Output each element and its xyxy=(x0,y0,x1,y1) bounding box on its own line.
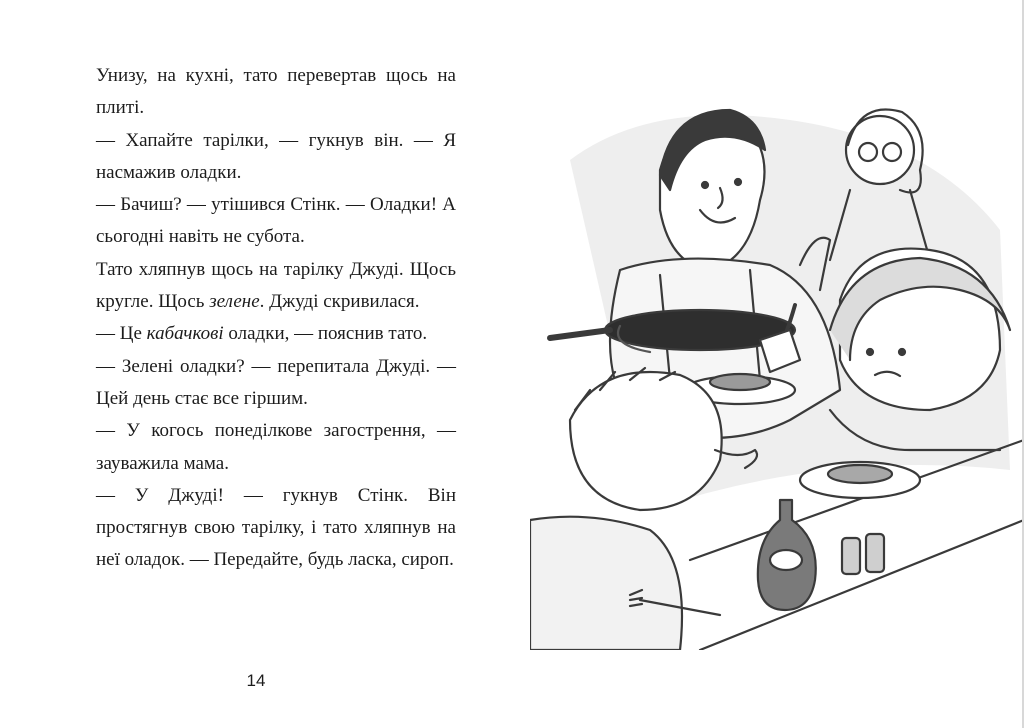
paragraph xyxy=(96,415,456,480)
italic-text: зелене xyxy=(209,291,260,313)
text-segment: — Це xyxy=(96,323,147,345)
text-segment: Тато хляпнув щось на тарілку Джуді. Щось кругле. Щось xyxy=(96,258,456,313)
text-segment: . Джуді скривилася. xyxy=(259,291,420,313)
italic-text: кабачкові xyxy=(146,323,224,345)
paragraph xyxy=(96,480,456,577)
paragraph xyxy=(96,254,456,319)
paragraph xyxy=(96,351,456,416)
text-segment: — Хапайте тарілки, — гукнув він. — Я насмажив оладки. xyxy=(96,129,456,183)
text-segment: — Зелені оладки? — перепитала Джуді. — Цей день стає все гіршим. xyxy=(96,355,456,409)
dad-serving-pancakes-illustration xyxy=(530,90,1024,650)
story-text xyxy=(96,60,456,577)
page-number: 14 xyxy=(246,671,266,690)
text-segment: — У Джуді! — гукнув Стінк. Він простягнув свою тарілку, і тато хляпнув на неї оладок. — Передайте, будь ласка, сироп. xyxy=(96,484,456,571)
paragraph xyxy=(96,318,456,350)
paragraph xyxy=(96,60,456,125)
paragraph xyxy=(96,189,456,254)
text-segment: оладки, — пояснив тато. xyxy=(223,323,428,345)
text-segment: — У когось понеділкове загострення, — зауважила мама. xyxy=(96,420,456,474)
text-segment: Унизу, на кухні, тато перевертав щось на плиті. xyxy=(96,65,456,119)
text-segment: — Бачиш? — утішився Стінк. — Оладки! А сьогодні навіть не субота. xyxy=(96,194,456,248)
paragraph xyxy=(96,125,456,190)
